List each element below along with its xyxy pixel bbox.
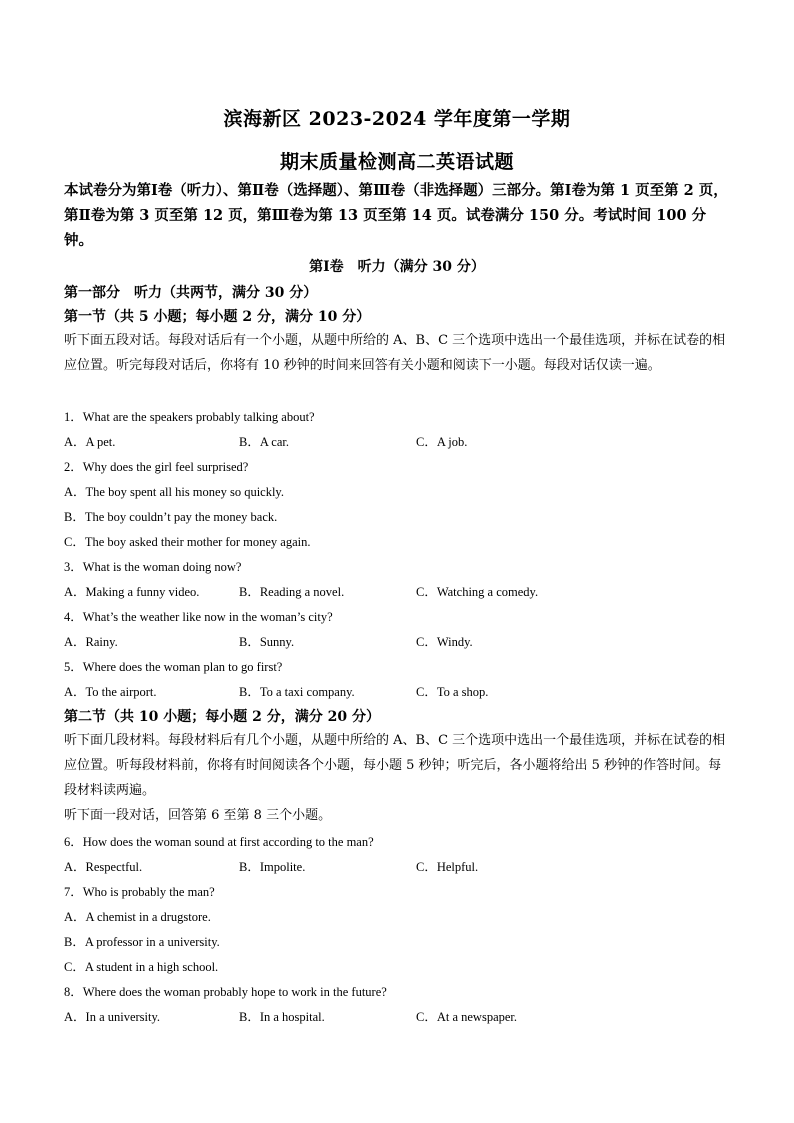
option-b: B．A car. [239, 435, 289, 449]
volume1-title: 第Ⅰ卷 听力（满分 30 分） [309, 259, 485, 275]
option-b: B．Reading a novel. [239, 585, 345, 599]
option-c: C．A student in a high school. [64, 960, 219, 974]
option-b: B．In a hospital. [239, 1010, 325, 1024]
part1-heading: 第一部分 听力（共两节，满分 30 分） [64, 285, 318, 301]
question-3: 3．What is the woman doing now? [64, 560, 242, 574]
section1-instructions: 听下面五段对话。每段对话后有一个小题，从题中所给的 A、B、C 三个选项中选出一个最佳选项，并标在试卷的相应位置。听完每段对话后，你将有 10 秒钟的时间来回答有关小题和阅读下一小题。每段对话仅读一遍。 [64, 333, 726, 373]
question-6: 6．How does the woman sound at first according to the man? [64, 835, 374, 849]
section2-sub-instruction: 听下面一段对话，回答第 6 至第 8 三个小题。 [64, 808, 332, 823]
option-c: C．A job. [416, 435, 468, 449]
option-c: C．To a shop. [416, 685, 489, 699]
option-c: C．Windy. [416, 635, 473, 649]
option-b: B．A professor in a university. [64, 935, 220, 949]
exam-title-line2: 期末质量检测高二英语试题 [279, 151, 514, 173]
question-4: 4．What’s the weather like now in the woman’s city? [64, 610, 333, 624]
option-a: A．A chemist in a drugstore. [64, 910, 211, 924]
option-a: A．Making a funny video. [64, 585, 200, 599]
option-a: A．Respectful. [64, 860, 143, 874]
exam-title-line1: 滨海新区 2023-2024 学年度第一学期 [223, 108, 571, 130]
option-b: B．Sunny. [239, 635, 295, 649]
question-1: 1．What are the speakers probably talking about? [64, 410, 315, 424]
option-a: A．The boy spent all his money so quickly. [64, 485, 284, 499]
question-7: 7．Who is probably the man? [64, 885, 215, 899]
option-c: C．The boy asked their mother for money again. [64, 535, 311, 549]
section2-instructions: 听下面几段材料。每段材料后有几个小题，从题中所给的 A、B、C 三个选项中选出一个最佳选项，并标在试卷的相应位置。听每段材料前，你将有时间阅读各个小题，每小题 5 秒钟；听完后，各小题将给出 5 秒钟的作答时间。每段材料读两遍。 [64, 733, 726, 798]
section1-heading: 第一节（共 5 小题；每小题 2 分，满分 10 分） [64, 309, 371, 325]
exam-intro: 本试卷分为第Ⅰ卷（听力）、第Ⅱ卷（选择题）、第Ⅲ卷（非选择题）三部分。第Ⅰ卷为第 1 页至第 2 页，第Ⅱ卷为第 3 页至第 12 页，第Ⅲ卷为第 13 页至第 14 页。试卷满分 150 分。考试时间 100 分钟。 [64, 182, 728, 249]
option-b: B．To a taxi company. [239, 685, 355, 699]
option-a: A．Rainy. [64, 635, 118, 649]
option-b: B．Impolite. [239, 860, 306, 874]
section2-heading: 第二节（共 10 小题；每小题 2 分，满分 20 分） [64, 709, 380, 725]
question-8: 8．Where does the woman probably hope to work in the future? [64, 985, 387, 999]
option-c: C．Watching a comedy. [416, 585, 539, 599]
question-5: 5．Where does the woman plan to go first? [64, 660, 283, 674]
option-a: A．In a university. [64, 1010, 161, 1024]
option-b: B．The boy couldn’t pay the money back. [64, 510, 278, 524]
option-a: A．A pet. [64, 435, 116, 449]
option-c: C．At a newspaper. [416, 1010, 518, 1024]
question-2: 2．Why does the girl feel surprised? [64, 460, 249, 474]
option-a: A．To the airport. [64, 685, 157, 699]
option-c: C．Helpful. [416, 860, 479, 874]
